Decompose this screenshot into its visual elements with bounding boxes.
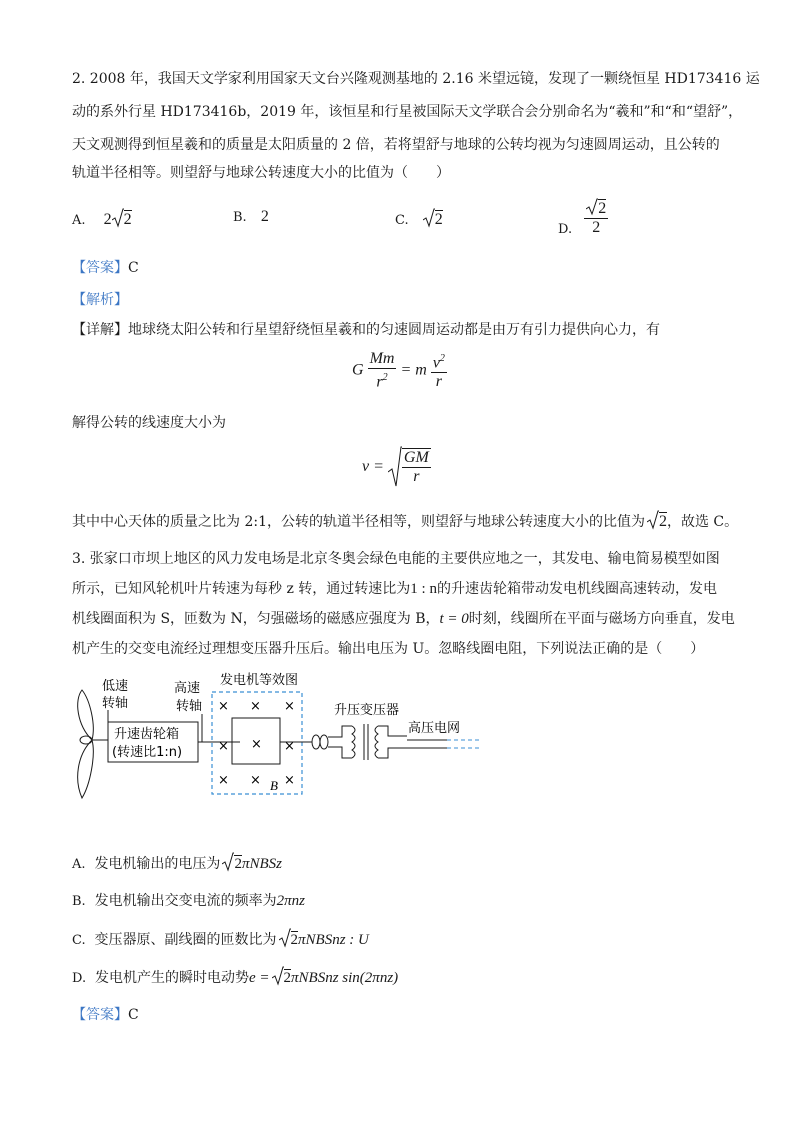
gearbox-ratio-label: (转速比1:n) xyxy=(112,745,183,760)
q2-option-b[interactable]: B. 2 xyxy=(233,208,269,225)
transformer-label: 升压变压器 xyxy=(334,703,400,718)
q3-option-a[interactable]: A. 发电机输出的电压为 2πNBSz xyxy=(72,852,282,873)
fan-blades-icon xyxy=(78,690,94,798)
q3-answer: 【答案】C xyxy=(72,1007,139,1023)
q2-answer: 【答案】C xyxy=(72,260,139,276)
radical-icon xyxy=(586,198,598,216)
svg-text:×: × xyxy=(218,699,229,714)
field-crosses xyxy=(218,699,295,788)
radical-icon xyxy=(388,446,402,488)
q2-line-2: 动的系外行星 HD173416b，2019 年，该恒星和行星被国际天文学联合会分别命名为“羲和”和“和“望舒”， xyxy=(72,104,743,120)
q2-line-4: 轨道半径相等。则望舒与地球公转速度大小的比值为（ ） xyxy=(72,165,450,181)
gearbox-label: 升速齿轮箱 xyxy=(114,727,180,742)
q3-line-3: 机线圈面积为 S，匝数为 N，匀强磁场的磁感应强度为 B，t = 0时刻，线圈所在平面与磁场方向垂直，发电 xyxy=(72,611,735,627)
svg-text:×: × xyxy=(250,699,261,714)
svg-text:×: × xyxy=(284,739,295,754)
q2-option-c[interactable]: C. 2 xyxy=(395,208,443,229)
low-speed-label-2: 转轴 xyxy=(102,696,129,711)
q2-line-1: 2. 2008 年，我国天文学家利用国家天文台兴隆观测基地的 2.16 米望远镜，发现了一颗绕恒星 HD173416 运 xyxy=(72,71,760,87)
svg-text:×: × xyxy=(251,737,262,752)
q3-option-c[interactable]: C. 变压器原、副线圈的匝数比为 2πNBSnz : U xyxy=(72,928,369,949)
svg-text:×: × xyxy=(218,773,229,788)
svg-text:×: × xyxy=(284,699,295,714)
q2-conclusion: 其中中心天体的质量之比为 2:1，公转的轨道半径相等，则望舒与地球公转速度大小的比值为 2，故选 C。 xyxy=(72,510,738,531)
q2-solve-text: 解得公转的线速度大小为 xyxy=(72,415,226,431)
radical-icon xyxy=(222,852,234,872)
radical-icon xyxy=(112,208,124,228)
q3-line-1: 3. 张家口市坝上地区的风力发电场是北京冬奥会绿色电能的主要供应地之一，其发电、输电简易模型如图 xyxy=(72,551,720,567)
q3-option-b[interactable]: B. 发电机输出交变电流的频率为2πnz xyxy=(72,893,305,909)
field-label-b: B xyxy=(270,778,278,793)
svg-text:×: × xyxy=(218,739,229,754)
q2-option-a[interactable]: A. 2 2 xyxy=(72,208,132,229)
transformer-icon xyxy=(352,724,378,760)
q3-line-2: 所示，已知风轮机叶片转速为每秒 z 转，通过转速比为1 : n的升速齿轮箱带动发电机线圈高速转动，发电 xyxy=(72,581,717,597)
svg-text:×: × xyxy=(284,773,295,788)
svg-text:×: × xyxy=(250,773,261,788)
high-speed-label: 高速 xyxy=(174,681,201,696)
q2-equation-2: v = $\frac{GM}{r}$ xyxy=(362,446,431,488)
q2-analysis-tag: 【解析】 xyxy=(72,292,128,308)
high-speed-label-2: 转轴 xyxy=(176,699,203,714)
radical-icon xyxy=(423,208,435,228)
radical-icon xyxy=(272,966,284,986)
q3-option-d[interactable]: D. 发电机产生的瞬时电动势e = 2πNBSnz sin(2πnz) xyxy=(72,966,398,987)
grid-label: 高压电网 xyxy=(408,721,461,736)
q3-line-4: 机产生的交变电流经过理想变压器升压后。输出电压为 U。忽略线圈电阻，下列说法正确的是（ ） xyxy=(72,641,705,657)
q2-detail: 【详解】地球绕太阳公转和行星望舒绕恒星羲和的匀速圆周运动都是由万有引力提供向心力，有 xyxy=(72,322,660,338)
generator-diagram xyxy=(72,670,492,810)
low-speed-label: 低速 xyxy=(102,679,129,694)
radical-icon xyxy=(279,928,291,948)
q2-equation-1: G $\frac{Mm}{r^2}$ = m $\frac{v^2}{r}$ xyxy=(352,350,445,391)
generator-title: 发电机等效图 xyxy=(220,673,299,688)
q2-line-3: 天文观测得到恒星羲和的质量是太阳质量的 2 倍，若将望舒与地球的公转均视为匀速圆周运动，且公转的 xyxy=(72,137,720,153)
q2-option-d[interactable]: D. $\frac{2}{2}$ xyxy=(558,200,607,237)
radical-icon xyxy=(647,510,659,530)
